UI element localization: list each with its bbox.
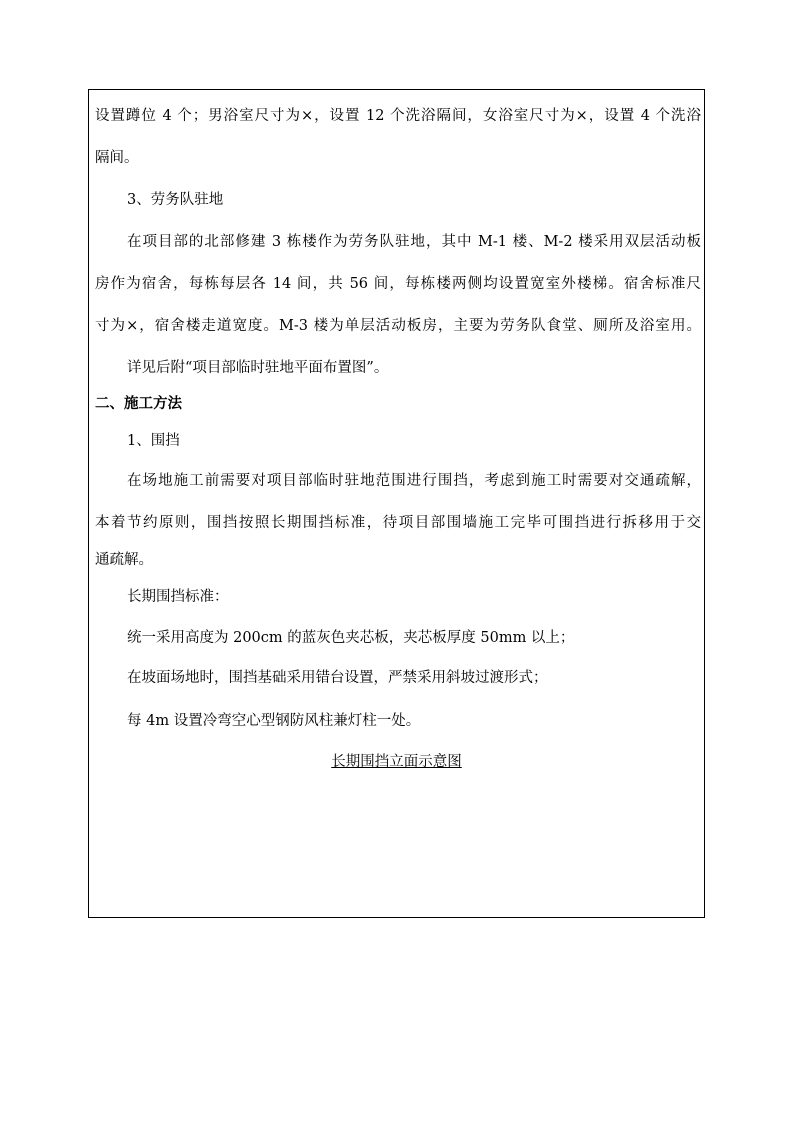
paragraph-line: 寸为×，宿舍楼走道宽度。M-3 楼为单层活动板房，主要为劳务队食堂、厕所及浴室用。	[95, 318, 701, 334]
paragraph-line: 房作为宿舍，每栋每层各 14 间，共 56 间，每栋楼两侧均设置宽室外楼梯。宿舍标准尺	[95, 276, 701, 292]
section-heading: 3、劳务队驻地	[127, 192, 224, 208]
paragraph-line: 通疏解。	[95, 552, 153, 568]
paragraph-line: 在场地施工前需要对项目部临时驻地范围进行围挡，考虑到施工时需要对交通疏解，	[127, 473, 701, 489]
paragraph-line: 详见后附“项目部临时驻地平面布置图”。	[127, 360, 389, 376]
list-item: 统一采用高度为 200cm 的蓝灰色夹芯板，夹芯板厚度 50mm 以上；	[127, 630, 575, 646]
paragraph-line: 在项目部的北部修建 3 栋楼作为劳务队驻地，其中 M-1 楼、M-2 楼采用双层活动板	[127, 234, 701, 250]
paragraph-line: 长期围挡标准：	[127, 589, 229, 605]
table-frame	[88, 89, 705, 918]
paragraph-line: 隔间。	[95, 150, 139, 166]
list-item: 在坡面场地时，围挡基础采用错台设置，严禁采用斜坡过渡形式；	[127, 670, 548, 686]
list-item: 每 4m 设置冷弯空心型钢防风柱兼灯柱一处。	[127, 713, 421, 729]
paragraph-line: 本着节约原则，围挡按照长期围挡标准，待项目部围墙施工完毕可围挡进行拆移用于交	[95, 515, 701, 531]
paragraph-line: 设置蹲位 4 个；男浴室尺寸为×，设置 12 个洗浴隔间，女浴室尺寸为×，设置 4 个洗浴	[95, 108, 701, 124]
chapter-heading: 二、施工方法	[95, 395, 182, 412]
figure-caption: 长期围挡立面示意图	[331, 754, 462, 770]
section-heading: 1、围挡	[127, 433, 180, 449]
